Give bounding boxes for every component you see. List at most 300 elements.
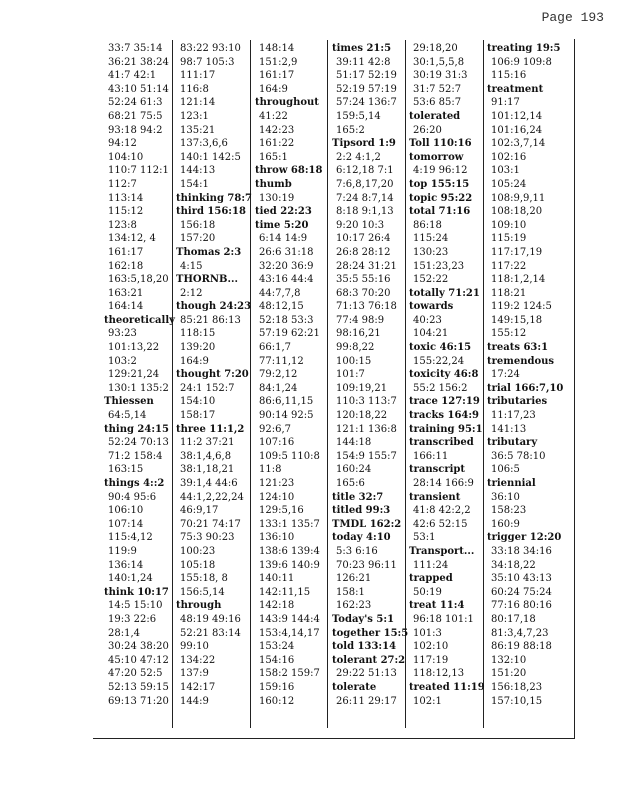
index-entry-ref: 36:5 78:10 <box>491 450 546 462</box>
index-column-5 <box>409 42 485 724</box>
index-entry-ref: 4:15 <box>180 260 203 272</box>
index-entry-ref: 30:1,5,5,8 <box>413 56 465 68</box>
index-entry-ref: 118:15 <box>180 328 216 340</box>
index-entry-ref: 101:16,24 <box>491 124 543 136</box>
index-entry-heading: times 21:5 <box>332 43 392 54</box>
index-entry-ref: 98:7 105:3 <box>180 56 235 68</box>
index-entry-ref: 36:21 38:24 <box>108 56 169 68</box>
index-entry-ref: 43:10 51:14 <box>108 83 169 95</box>
index-entry-ref: 136:10 <box>259 532 295 544</box>
index-entry-ref: 115:4,12 <box>108 532 153 544</box>
index-entry-ref: 159:16 <box>259 681 295 693</box>
index-entry-ref: 158:23 <box>491 505 527 517</box>
index-entry-heading: treats 63:1 <box>487 342 549 354</box>
index-entry-ref: 24:1 152:7 <box>180 382 235 394</box>
index-entry-heading: three 11:1,2 <box>176 423 245 435</box>
index-entry-ref: 152:22 <box>413 274 449 286</box>
index-entry-ref: 33:18 34:16 <box>491 545 552 557</box>
index-entry-ref: 118:21 <box>491 287 527 299</box>
index-entry-ref: 157:20 <box>180 233 216 245</box>
index-entry-ref: 9:20 10:3 <box>336 219 385 231</box>
index-entry-ref: 41:22 <box>259 110 288 122</box>
index-entry-ref: 137:3,6,6 <box>180 138 228 150</box>
index-entry-ref: 43:16 44:4 <box>259 274 314 286</box>
index-entry-ref: 99:10 <box>180 641 209 653</box>
index-entry-ref: 100:15 <box>336 355 372 367</box>
index-entry-ref: 83:22 93:10 <box>180 43 241 54</box>
index-entry-ref: 70:21 74:17 <box>180 518 241 530</box>
index-entry-ref: 45:10 47:12 <box>108 654 169 666</box>
index-entry-ref: 7:24 8:7,14 <box>336 192 394 204</box>
index-entry-ref: 100:23 <box>180 545 216 557</box>
index-entry-ref: 164:14 <box>108 301 144 313</box>
index-entry-ref: 158:1 <box>336 586 365 598</box>
index-entry-ref: 102:1 <box>413 695 442 707</box>
index-entry-ref: 77:4 98:9 <box>336 314 385 326</box>
index-entry-ref: 69:13 71:20 <box>108 695 169 707</box>
index-entry-ref: 161:17 <box>259 70 295 82</box>
index-entry-ref: 2:12 <box>180 287 203 299</box>
index-entry-ref: 51:17 52:19 <box>336 70 397 82</box>
index-entry-ref: 142:23 <box>259 124 295 136</box>
index-entry-ref: 17:24 <box>491 369 520 381</box>
index-entry-heading: thinking 78:7 <box>176 192 252 204</box>
index-entry-ref: 144:18 <box>336 437 372 449</box>
index-entry-ref: 104:21 <box>413 328 449 340</box>
index-entry-ref: 11:2 37:21 <box>180 437 235 449</box>
index-entry-ref: 10:17 26:4 <box>336 233 391 245</box>
index-entry-heading: through <box>176 600 222 612</box>
index-entry-heading: trial 166:7,10 <box>487 382 563 394</box>
index-entry-ref: 104:10 <box>108 151 144 163</box>
index-entry-ref: 75:3 90:23 <box>180 532 235 544</box>
index-entry-heading: tributary <box>487 437 538 449</box>
index-entry-ref: 86:19 88:18 <box>491 641 552 653</box>
index-entry-ref: 156:18,23 <box>491 681 543 693</box>
index-entry-ref: 129:5,16 <box>259 505 304 517</box>
index-entry-ref: 117:17,19 <box>491 246 543 258</box>
index-entry-ref: 116:8 <box>180 83 209 95</box>
index-entry-ref: 26:6 31:18 <box>259 246 314 258</box>
index-entry-ref: 153:24 <box>259 641 295 653</box>
index-entry-heading: toxicity 46:8 <box>409 369 479 381</box>
index-entry-heading: Thiessen <box>104 396 154 408</box>
index-column-4 <box>332 42 408 724</box>
index-entry-ref: 109:5 110:8 <box>259 450 320 462</box>
index-entry-ref: 162:18 <box>108 260 144 272</box>
index-entry-ref: 71:13 76:18 <box>336 301 397 313</box>
index-column-2 <box>176 42 252 724</box>
index-entry-ref: 155:22,24 <box>413 355 465 367</box>
index-entry-ref: 113:14 <box>108 192 144 204</box>
index-entry-ref: 46:9,17 <box>180 505 219 517</box>
index-entry-ref: 130:1 135:2 <box>108 382 169 394</box>
index-entry-ref: 106:10 <box>108 505 144 517</box>
index-entry-ref: 52:24 70:13 <box>108 437 169 449</box>
index-entry-ref: 50:19 <box>413 586 442 598</box>
index-entry-ref: 164:9 <box>180 355 209 367</box>
index-entry-ref: 129:21,24 <box>108 369 160 381</box>
index-entry-ref: 118:12,13 <box>413 668 465 680</box>
index-entry-ref: 77:11,12 <box>259 355 304 367</box>
index-entry-heading: title 32:7 <box>332 491 384 503</box>
index-entry-ref: 2:2 4:1,2 <box>336 151 381 163</box>
index-entry-heading: theoretically <box>104 314 175 326</box>
index-entry-ref: 52:13 59:15 <box>108 681 169 693</box>
index-entry-ref: 90:4 95:6 <box>108 491 157 503</box>
index-entry-ref: 151:20 <box>491 668 527 680</box>
index-entry-ref: 28:24 31:21 <box>336 260 397 272</box>
index-entry-ref: 34:18,22 <box>491 559 536 571</box>
index-entry-ref: 109:19,21 <box>336 382 388 394</box>
index-entry-ref: 151:2,9 <box>259 56 298 68</box>
index-entry-ref: 26:11 29:17 <box>336 695 397 707</box>
index-entry-ref: 14:5 15:10 <box>108 600 163 612</box>
index-entry-ref: 93:18 94:2 <box>108 124 163 136</box>
index-entry-heading: Toll 110:16 <box>409 138 472 150</box>
index-entry-heading: tomorrow <box>409 151 464 163</box>
index-entry-ref: 144:13 <box>180 165 216 177</box>
index-entry-ref: 30:24 38:20 <box>108 641 169 653</box>
index-entry-ref: 86:18 <box>413 219 442 231</box>
index-entry-heading: time 5:20 <box>255 219 309 231</box>
index-entry-heading: tolerate <box>332 681 377 693</box>
index-entry-ref: 120:18,22 <box>336 410 388 422</box>
index-entry-ref: 156:18 <box>180 219 216 231</box>
index-entry-ref: 103:2 <box>108 355 137 367</box>
index-entry-ref: 103:1 <box>491 165 520 177</box>
index-entry-ref: 158:2 159:7 <box>259 668 320 680</box>
index-entry-ref: 158:17 <box>180 410 216 422</box>
index-entry-heading: treat 11:4 <box>409 600 465 612</box>
index-entry-ref: 68:21 75:5 <box>108 110 163 122</box>
index-entry-ref: 166:11 <box>413 450 449 462</box>
index-entry-ref: 143:9 144:4 <box>259 613 320 625</box>
index-entry-ref: 39:1,4 44:6 <box>180 478 238 489</box>
index-entry-ref: 38:1,18,21 <box>180 464 235 476</box>
index-column-6 <box>487 42 563 724</box>
index-entry-ref: 154:10 <box>180 396 216 408</box>
index-entry-ref: 94:12 <box>108 138 137 150</box>
index-entry-ref: 11:17,23 <box>491 410 536 422</box>
index-entry-heading: triennial <box>487 478 536 489</box>
index-entry-heading: towards <box>409 301 454 313</box>
index-entry-heading: topic 95:22 <box>409 192 473 204</box>
index-entry-ref: 121:23 <box>259 478 295 489</box>
index-entry-heading: though 24:23 <box>176 301 252 313</box>
index-entry-ref: 121:1 136:8 <box>336 423 397 435</box>
index-entry-ref: 161:17 <box>108 246 144 258</box>
index-entry-heading: treatment <box>487 83 544 95</box>
index-entry-ref: 86:6,11,15 <box>259 396 314 408</box>
index-entry-heading: titled 99:3 <box>332 505 391 517</box>
index-entry-ref: 115:19 <box>491 233 527 245</box>
index-entry-heading: told 133:14 <box>332 641 397 653</box>
index-entry-ref: 130:23 <box>413 246 449 258</box>
index-entry-ref: 108:18,20 <box>491 206 543 218</box>
index-entry-ref: 52:21 83:14 <box>180 627 241 639</box>
index-entry-ref: 162:23 <box>336 600 372 612</box>
index-entry-ref: 108:9,9,11 <box>491 192 546 204</box>
index-entry-ref: 123:1 <box>180 110 209 122</box>
index-entry-ref: 160:9 <box>491 518 520 530</box>
index-entry-ref: 105:18 <box>180 559 216 571</box>
index-entry-ref: 41:8 42:2,2 <box>413 505 471 517</box>
index-entry-heading: training 95:1 <box>409 423 483 435</box>
index-entry-ref: 135:21 <box>180 124 216 136</box>
index-entry-ref: 101:13,22 <box>108 342 160 354</box>
index-entry-ref: 132:10 <box>491 654 527 666</box>
index-entry-heading: Thomas 2:3 <box>176 246 242 258</box>
index-entry-heading: tolerant 27:2 <box>332 654 406 666</box>
index-entry-ref: 134:22 <box>180 654 216 666</box>
index-entry-ref: 32:20 36:9 <box>259 260 314 272</box>
index-entry-heading: treated 11:19 <box>409 681 485 693</box>
index-entry-ref: 26:20 <box>413 124 442 136</box>
index-entry-ref: 106:9 109:8 <box>491 56 552 68</box>
index-entry-ref: 8:18 9:1,13 <box>336 206 394 218</box>
index-entry-heading: think 10:17 <box>104 586 169 598</box>
index-entry-heading: trace 127:19 <box>409 396 480 408</box>
index-entry-ref: 110:7 112:1 <box>108 165 169 177</box>
index-entry-ref: 126:21 <box>336 573 372 585</box>
index-entry-ref: 28:14 166:9 <box>413 478 474 489</box>
index-entry-ref: 140:11 <box>259 573 295 585</box>
index-entry-ref: 40:23 <box>413 314 442 326</box>
index-entry-heading: total 71:16 <box>409 206 471 218</box>
index-entry-ref: 93:23 <box>108 328 137 340</box>
index-entry-ref: 138:6 139:4 <box>259 545 320 557</box>
index-entry-ref: 101:7 <box>336 369 365 381</box>
index-entry-heading: tied 22:23 <box>255 206 312 218</box>
index-entry-ref: 163:21 <box>108 287 144 299</box>
index-entry-ref: 31:7 52:7 <box>413 83 462 95</box>
index-entry-ref: 105:24 <box>491 178 527 190</box>
index-entry-ref: 157:10,15 <box>491 695 543 707</box>
index-entry-ref: 52:19 57:19 <box>336 83 397 95</box>
index-entry-ref: 142:17 <box>180 681 216 693</box>
index-entry-heading: TMDL 162:2 <box>332 518 402 530</box>
index-entry-ref: 35:10 43:13 <box>491 573 552 585</box>
index-entry-ref: 123:8 <box>108 219 137 231</box>
index-entry-ref: 6:14 14:9 <box>259 233 308 245</box>
index-entry-heading: treating 19:5 <box>487 43 561 54</box>
index-entry-ref: 160:24 <box>336 464 372 476</box>
index-entry-ref: 163:5,18,20 <box>108 274 169 286</box>
index-entry-ref: 111:17 <box>180 70 216 82</box>
index-entry-ref: 110:3 113:7 <box>336 396 397 408</box>
index-entry-heading: toxic 46:15 <box>409 342 472 354</box>
index-entry-ref: 144:9 <box>180 695 209 707</box>
index-entry-ref: 38:1,4,6,8 <box>180 450 232 462</box>
index-entry-ref: 118:1,2,14 <box>491 274 546 286</box>
index-entry-ref: 119:9 <box>108 545 137 557</box>
index-entry-ref: 30:19 31:3 <box>413 70 468 82</box>
index-entry-ref: 48:19 49:16 <box>180 613 241 625</box>
index-entry-ref: 117:19 <box>413 654 449 666</box>
index-entry-ref: 19:3 22:6 <box>108 613 157 625</box>
index-entry-ref: 102:10 <box>413 641 449 653</box>
index-entry-ref: 68:3 70:20 <box>336 287 391 299</box>
index-entry-heading: transcribed <box>409 437 474 449</box>
index-entry-heading: transcript <box>409 464 466 476</box>
index-entry-ref: 130:19 <box>259 192 295 204</box>
index-entry-ref: 99:8,22 <box>336 342 375 354</box>
index-entry-heading: trapped <box>409 573 453 585</box>
index-entry-ref: 106:5 <box>491 464 520 476</box>
index-entry-ref: 112:7 <box>108 178 137 190</box>
index-entry-heading: trigger 12:20 <box>487 532 562 544</box>
index-entry-heading: tracks 164:9 <box>409 410 480 422</box>
index-entry-ref: 163:15 <box>108 464 144 476</box>
index-column-3 <box>255 42 331 724</box>
index-entry-ref: 153:4,14,17 <box>259 627 320 639</box>
index-entry-ref: 60:24 75:24 <box>491 586 552 598</box>
index-entry-ref: 155:12 <box>491 328 527 340</box>
index-entry-ref: 4:19 96:12 <box>413 165 468 177</box>
index-entry-heading: today 4:10 <box>332 532 391 544</box>
index-entry-ref: 91:17 <box>491 97 520 109</box>
index-entry-ref: 52:18 53:3 <box>259 314 314 326</box>
index-entry-ref: 101:3 <box>413 627 442 639</box>
index-entry-heading: THORNB... <box>176 274 238 286</box>
index-entry-ref: 44:7,7,8 <box>259 287 301 299</box>
index-entry-heading: thought 7:20 <box>176 369 249 381</box>
index-entry-heading: together 15:5 <box>332 627 408 639</box>
index-entry-ref: 149:15,18 <box>491 314 543 326</box>
index-entry-ref: 115:12 <box>108 206 144 218</box>
index-entry-ref: 107:14 <box>108 518 144 530</box>
index-entry-heading: transient <box>409 491 461 503</box>
index-entry-ref: 48:12,15 <box>259 301 304 313</box>
index-entry-ref: 57:24 136:7 <box>336 97 397 109</box>
index-entry-ref: 165:6 <box>336 478 365 489</box>
index-entry-heading: top 155:15 <box>409 178 470 190</box>
index-entry-ref: 119:2 124:5 <box>491 301 552 313</box>
index-entry-ref: 81:3,4,7,23 <box>491 627 549 639</box>
index-entry-ref: 90:14 92:5 <box>259 410 314 422</box>
index-entry-ref: 155:18, 8 <box>180 573 228 585</box>
index-entry-heading: throw 68:18 <box>255 165 323 177</box>
index-entry-ref: 70:23 96:11 <box>336 559 397 571</box>
index-entry-ref: 164:9 <box>259 83 288 95</box>
index-entry-heading: thing 24:15 <box>104 423 169 435</box>
index-entry-ref: 64:5,14 <box>108 410 147 422</box>
index-entry-ref: 98:16,21 <box>336 328 381 340</box>
index-entry-ref: 79:2,12 <box>259 369 298 381</box>
index-entry-ref: 11:8 <box>259 464 282 476</box>
index-entry-ref: 148:14 <box>259 43 295 54</box>
index-entry-ref: 154:16 <box>259 654 295 666</box>
index-entry-heading: Tipsord 1:9 <box>332 138 396 150</box>
index-entry-ref: 41:7 42:1 <box>108 70 157 82</box>
index-entry-ref: 55:2 156:2 <box>413 382 468 394</box>
index-entry-heading: throughout <box>255 97 319 109</box>
index-entry-ref: 156:5,14 <box>180 586 225 598</box>
index-entry-ref: 7:6,8,17,20 <box>336 178 394 190</box>
index-entry-ref: 57:19 62:21 <box>259 328 320 340</box>
index-entry-ref: 102:16 <box>491 151 527 163</box>
index-entry-ref: 29:18,20 <box>413 43 458 54</box>
index-entry-ref: 111:24 <box>413 559 449 571</box>
index-entry-heading: tremendous <box>487 355 555 367</box>
index-entry-ref: 52:24 61:3 <box>108 97 163 109</box>
index-entry-ref: 85:21 86:13 <box>180 314 241 326</box>
index-entry-heading: tolerated <box>409 110 461 122</box>
index-entry-ref: 29:22 51:13 <box>336 668 397 680</box>
index-entry-ref: 107:16 <box>259 437 295 449</box>
index-entry-ref: 134:12, 4 <box>108 233 156 245</box>
index-entry-ref: 96:18 101:1 <box>413 613 474 625</box>
index-entry-ref: 165:1 <box>259 151 288 163</box>
index-entry-ref: 53:1 <box>413 532 436 544</box>
index-entry-ref: 115:16 <box>491 70 527 82</box>
index-entry-ref: 133:1 135:7 <box>259 518 320 530</box>
index-entry-ref: 28:1,4 <box>108 627 140 639</box>
index-entry-ref: 102:3,7,14 <box>491 138 546 150</box>
index-entry-ref: 121:14 <box>180 97 216 109</box>
index-entry-ref: 47:20 52:5 <box>108 668 163 680</box>
index-entry-ref: 92:6,7 <box>259 423 291 435</box>
index-entry-ref: 154:1 <box>180 178 209 190</box>
index-entry-ref: 137:9 <box>180 668 209 680</box>
index-entry-heading: things 4::2 <box>104 478 165 489</box>
index-entry-ref: 160:12 <box>259 695 295 707</box>
index-entry-ref: 36:10 <box>491 491 520 503</box>
index-entry-ref: 140:1 142:5 <box>180 151 241 163</box>
index-entry-ref: 66:1,7 <box>259 342 291 354</box>
index-entry-ref: 6:12,18 7:1 <box>336 165 394 177</box>
index-entry-ref: 26:8 28:12 <box>336 246 391 258</box>
index-entry-heading: Today's 5:1 <box>332 613 395 625</box>
index-entry-ref: 109:10 <box>491 219 527 231</box>
index-entry-ref: 142:11,15 <box>259 586 311 598</box>
index-entry-ref: 39:11 42:8 <box>336 56 391 68</box>
index-entry-ref: 71:2 158:4 <box>108 450 163 462</box>
index-entry-ref: 151:23,23 <box>413 260 465 272</box>
index-entry-ref: 140:1,24 <box>108 573 153 585</box>
index-entry-ref: 142:18 <box>259 600 295 612</box>
index-entry-ref: 141:13 <box>491 423 527 435</box>
index-entry-ref: 33:7 35:14 <box>108 43 163 54</box>
index-entry-ref: 53:6 85:7 <box>413 97 462 109</box>
index-entry-heading: totally 71:21 <box>409 287 480 299</box>
index-entry-ref: 139:6 140:9 <box>259 559 320 571</box>
index-entry-ref: 139:20 <box>180 342 216 354</box>
index-entry-ref: 115:24 <box>413 233 449 245</box>
index-entry-ref: 101:12,14 <box>491 110 543 122</box>
index-entry-ref: 159:5,14 <box>336 110 381 122</box>
index-entry-ref: 154:9 155:7 <box>336 450 397 462</box>
index-entry-heading: third 156:18 <box>176 206 246 218</box>
index-column-1 <box>104 42 180 724</box>
index-entry-ref: 165:2 <box>336 124 365 136</box>
index-entry-ref: 77:16 80:16 <box>491 600 552 612</box>
index-entry-ref: 161:22 <box>259 138 295 150</box>
index-entry-heading: Transport... <box>409 545 475 557</box>
index-entry-ref: 42:6 52:15 <box>413 518 468 530</box>
index-entry-ref: 5:3 6:16 <box>336 545 378 557</box>
index-entry-ref: 124:10 <box>259 491 295 503</box>
index-entry-ref: 44:1,2,22,24 <box>180 491 244 503</box>
index-entry-heading: tributaries <box>487 396 548 408</box>
index-entry-ref: 117:22 <box>491 260 527 272</box>
page-number: Page 193 <box>541 10 604 25</box>
index-entry-ref: 84:1,24 <box>259 382 298 394</box>
index-entry-ref: 136:14 <box>108 559 144 571</box>
index-entry-ref: 35:5 55:16 <box>336 274 391 286</box>
index-entry-heading: thumb <box>255 178 292 190</box>
